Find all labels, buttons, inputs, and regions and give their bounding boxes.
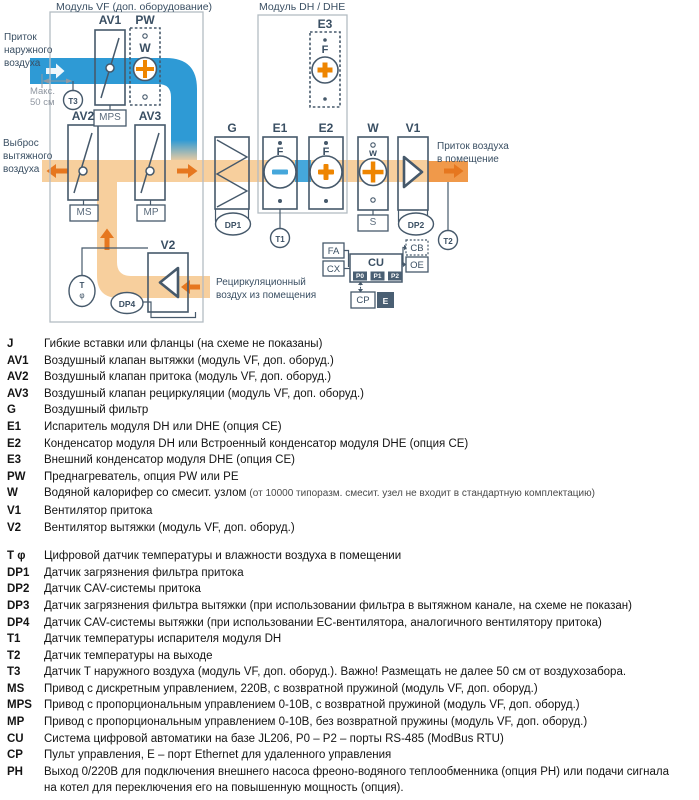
legend-row — [0, 353, 699, 370]
legend-text-main: Вентилятор притока — [44, 504, 153, 517]
p2-label: P2 — [391, 273, 399, 280]
legend-key: T3 — [7, 666, 21, 679]
legend-row — [0, 369, 699, 386]
legend-text — [44, 764, 681, 797]
s-label: S — [369, 217, 377, 228]
mix-gradient-duct — [171, 140, 197, 162]
legend-row — [0, 436, 699, 453]
p0-label: P0 — [356, 273, 364, 280]
legend-row — [0, 747, 699, 764]
legend-text — [44, 565, 681, 582]
legend-row — [0, 697, 699, 714]
legend-text-main: Привод с пропорциональным управлением 0-10В, с возвратной пружиной (модуль VF, доп. оборуд.) — [44, 699, 580, 712]
intake-line1: Приток — [4, 32, 37, 43]
legend-row — [0, 615, 699, 632]
legend-text-main: Привод с дискретным управлением, 220В, с возвратной пружиной (модуль VF, доп. оборуд.) — [44, 682, 538, 695]
supply-line1: Приток воздуха — [437, 141, 509, 152]
intake-line2: наружного — [4, 45, 53, 56]
legend-text — [44, 419, 681, 436]
t3-label: T3 — [68, 96, 78, 106]
supply-line2: в помещение — [437, 154, 499, 165]
tphi-t-label: T — [79, 281, 85, 290]
legend-key: T1 — [7, 633, 21, 646]
legend-text — [44, 714, 681, 731]
legend-text — [44, 581, 681, 598]
ms-label: MS — [76, 207, 92, 218]
legend-text — [44, 548, 681, 565]
legend-row — [0, 664, 699, 681]
mp-label: MP — [143, 207, 159, 218]
tag-pw: PW — [135, 13, 155, 27]
legend-key: G — [7, 404, 16, 417]
t1-label: T1 — [275, 234, 285, 244]
tag-e3: E3 — [317, 17, 333, 31]
legend-row — [0, 731, 699, 748]
legend-group-2 — [0, 548, 699, 797]
legend-text-main: Датчик CAV-системы вытяжки (при использовании ЕС-вентилятора, аналогичного вентилятору притока) — [44, 616, 602, 629]
legend-key: E1 — [7, 420, 22, 433]
cu-label: CU — [368, 257, 384, 269]
legend-text-main: Водяной калорифер со смесит. узлом — [44, 487, 247, 500]
legend-text — [44, 731, 681, 748]
legend-text-main: Внешний конденсатор модуля DHE (опция CE) — [44, 454, 295, 467]
fa-label: FA — [327, 246, 340, 257]
legend-text-main: Воздушный клапан притока (модуль VF, доп. оборуд.) — [44, 371, 332, 384]
legend-text — [44, 386, 681, 403]
legend-text — [44, 336, 681, 353]
legend-row — [0, 452, 699, 469]
exhaust-line2: вытяжного — [3, 151, 53, 162]
legend-text — [44, 747, 681, 764]
legend-row — [0, 469, 699, 486]
legend-text — [44, 664, 681, 681]
legend-text-note: (от 10000 типоразм. смесит. узел не входит в стандартную комплектацию) — [249, 488, 595, 500]
legend-key: CU — [7, 732, 24, 745]
legend-key: J — [7, 338, 14, 350]
legend-text-main: Конденсатор модуля DH или Встроенный конденсатор модуля DHE (опция CE) — [44, 437, 469, 450]
legend-row — [0, 631, 699, 648]
legend-text — [44, 436, 681, 453]
legend-row — [0, 336, 699, 353]
exhaust-line1: Выброс — [3, 138, 39, 149]
legend-row — [0, 565, 699, 582]
legend-group-1 — [0, 336, 699, 536]
cx-label: CX — [326, 264, 341, 275]
legend-key: DP2 — [7, 583, 30, 596]
tphi-phi-label: φ — [79, 291, 85, 300]
tag-v1: V1 — [405, 121, 421, 135]
legend-text-main: Гибкие вставки или фланцы (на схеме не показаны) — [44, 338, 323, 350]
legend-text-main: Датчик загрязнения фильтра вытяжки (при использовании фильтра в вытяжном канале, на схеме не показан) — [44, 599, 632, 612]
legend-key: DP1 — [7, 566, 30, 579]
legend-key: W — [7, 487, 18, 500]
dp4-label: DP4 — [118, 298, 136, 309]
legend-key: MS — [7, 682, 25, 695]
legend-key: AV3 — [7, 387, 29, 400]
legend-key: V1 — [7, 504, 22, 517]
module-vf-title: Модуль VF (доп. оборудование) — [56, 1, 213, 13]
tag-av3: AV3 — [138, 109, 162, 123]
legend-row — [0, 419, 699, 436]
dp2-label: DP2 — [407, 219, 425, 230]
tag-av2: AV2 — [71, 109, 95, 123]
legend-text — [44, 503, 681, 520]
intake-line3: воздуха — [4, 58, 41, 69]
tag-e1: E1 — [272, 121, 288, 135]
legend-row — [0, 598, 699, 615]
legend-text-main: Вентилятор вытяжки (модуль VF, доп. оборуд.) — [44, 521, 295, 534]
pw-coil-letter: W — [139, 41, 151, 55]
legend-key: AV1 — [7, 354, 29, 367]
e2-letter: F — [322, 146, 330, 158]
legend-text — [44, 697, 681, 714]
legend-row — [0, 520, 699, 537]
legend-key: DP3 — [7, 599, 30, 612]
legend-row — [0, 503, 699, 520]
legend-row — [0, 714, 699, 731]
scheme-canvas — [0, 0, 699, 332]
mps-label: MPS — [99, 112, 121, 123]
t2-label: T2 — [443, 236, 453, 246]
cp-label: CP — [356, 295, 370, 306]
tag-v2: V2 — [160, 238, 176, 252]
legend — [0, 336, 699, 797]
legend-row — [0, 681, 699, 698]
legend-text — [44, 469, 681, 486]
legend-text-main: Датчик CAV-системы притока — [44, 583, 201, 596]
legend-key: MPS — [7, 699, 32, 712]
tag-g: G — [227, 121, 237, 135]
legend-key: PW — [7, 470, 26, 483]
legend-key: T φ — [7, 550, 26, 563]
w-coil-letter: w — [369, 148, 377, 159]
legend-key: PH — [7, 765, 23, 778]
legend-key: DP4 — [7, 616, 30, 629]
legend-text — [44, 402, 681, 419]
recirc-line2: воздух из помещения — [216, 290, 317, 301]
tag-w: W — [367, 121, 379, 135]
legend-text — [44, 353, 681, 370]
legend-text-main: Воздушный клапан рециркуляции (модуль VF, доп. оборуд.) — [44, 387, 365, 400]
e1-letter: F — [276, 146, 284, 158]
dp1-label: DP1 — [224, 219, 242, 230]
oe-label: OE — [410, 260, 424, 271]
legend-row — [0, 548, 699, 565]
module-dh-title: Модуль DH / DHE — [259, 1, 346, 13]
legend-text-main: Привод с пропорциональным управлением 0-10В, без возвратной пружины (модуль VF, доп. оборуд.) — [44, 716, 588, 729]
legend-text — [44, 631, 681, 648]
p1-label: P1 — [373, 273, 382, 280]
legend-text — [44, 598, 681, 615]
legend-text — [44, 369, 681, 386]
legend-text — [44, 452, 681, 469]
legend-text-main: Воздушный клапан вытяжки (модуль VF, доп. оборуд.) — [44, 354, 334, 367]
legend-row — [0, 402, 699, 419]
exhaust-line3: воздуха — [3, 164, 40, 175]
legend-key: MP — [7, 716, 25, 729]
legend-row — [0, 581, 699, 598]
max-line2: 50 см — [30, 97, 55, 108]
legend-key: T2 — [7, 649, 21, 662]
legend-text-main: Датчик температуры на выходе — [44, 649, 213, 662]
recirc-line1: Рециркуляционный — [216, 277, 306, 288]
legend-text-main: Выход 0/220В для подключения внешнего насоса фреоно-водяного теплообменника (опция PH) или подачи сигнала на котел для переключения его на повышенную мощность (опция). — [44, 765, 670, 795]
legend-text — [44, 615, 681, 632]
legend-text-main: Испаритель модуля DH или DHE (опция CE) — [44, 420, 282, 433]
legend-key: E3 — [7, 454, 22, 467]
legend-text — [44, 648, 681, 665]
tag-av1: AV1 — [98, 13, 122, 27]
legend-text-main: Система цифровой автоматики на базе JL206, P0 – P2 – порты RS-485 (ModBus RTU) — [44, 732, 504, 745]
tag-e2: E2 — [318, 121, 334, 135]
legend-row — [0, 648, 699, 665]
e-port-label: E — [382, 296, 389, 306]
legend-text-main: Воздушный фильтр — [44, 404, 149, 417]
legend-text — [44, 520, 681, 537]
legend-text-main: Датчик загрязнения фильтра притока — [44, 566, 244, 579]
cb-label: CB — [410, 243, 424, 254]
legend-key: V2 — [7, 521, 22, 534]
legend-text-main: Датчик Т наружного воздуха (модуль VF, доп. оборуд.). Важно! Размещать не далее 50 см от воздухозабора. — [44, 666, 627, 679]
max-line1: Макс. — [30, 86, 55, 97]
legend-row — [0, 485, 699, 503]
legend-row — [0, 764, 699, 797]
legend-key: E2 — [7, 437, 22, 450]
legend-text — [44, 681, 681, 698]
legend-text-main: Цифровой датчик температуры и влажности воздуха в помещении — [44, 550, 402, 563]
legend-text-main: Пульт управления, Е – порт Ethernet для удаленного управления — [44, 749, 392, 762]
legend-text — [44, 485, 681, 503]
legend-key: AV2 — [7, 371, 29, 384]
legend-text-main: Преднагреватель, опция PW или PE — [44, 470, 239, 483]
legend-text-main: Датчик температуры испарителя модуля DH — [44, 633, 282, 646]
legend-key: CP — [7, 749, 23, 762]
legend-row — [0, 386, 699, 403]
e3-letter: F — [321, 44, 329, 56]
